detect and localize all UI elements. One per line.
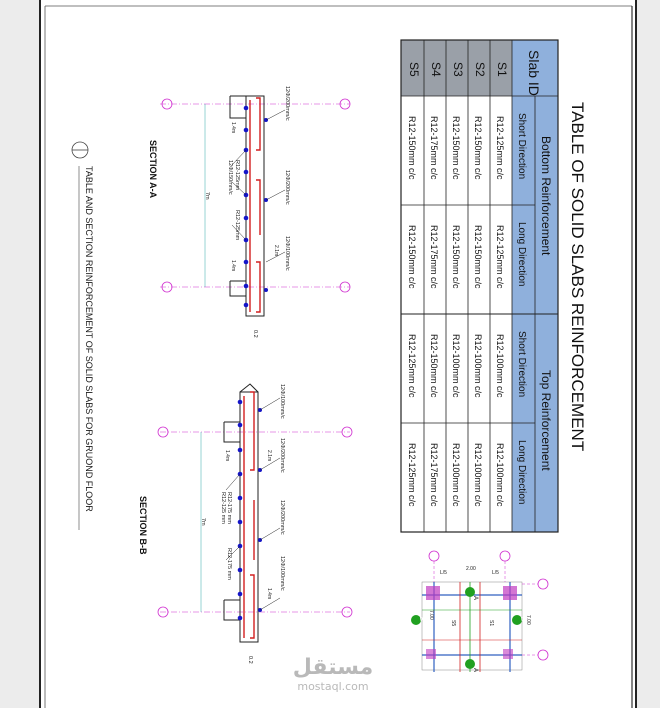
plan-mark: B (418, 617, 424, 622)
table-cell: R12-150mm c/c (407, 225, 417, 289)
table-cell: R12-125mm c/c (407, 334, 417, 398)
table-row-id: S1 (495, 62, 509, 77)
rebar-dot (244, 128, 249, 133)
rebar-dot (238, 400, 243, 405)
section-b-title: SECTION B-B (138, 496, 148, 555)
rebar-label: 1.4m (230, 260, 236, 272)
rebar-dot (238, 616, 243, 621)
table-cell: R12-100mm c/c (473, 334, 483, 398)
table-cell: R12-150mm c/c (407, 116, 417, 180)
rebar-label: 12Φ/200mm/c (279, 500, 285, 535)
rebar-dot (244, 260, 249, 265)
caption-text: TABLE AND SECTION REINFORCEMENT OF SOLID SLABS FOR GRUOND FLOOR (84, 166, 94, 512)
rebar-label: 12Φ/200mm/c (284, 86, 290, 121)
table-row-id: S2 (473, 62, 487, 77)
table-row-id: S3 (451, 62, 465, 77)
span-dimension: 7m (200, 518, 206, 526)
bottom-long-header: Long Direction (516, 222, 527, 287)
plan-mark: A (472, 668, 478, 673)
table-title: TABLE OF SOLID SLABS REINFORCEMENT (568, 102, 587, 452)
table-row-id: S5 (407, 62, 421, 77)
rebar-label: R12-125 mm (220, 492, 226, 524)
top-short-header: Short Direction (516, 331, 527, 398)
table-cell: R12-125mm c/c (495, 225, 505, 289)
rebar-label: R12-125mm (234, 210, 240, 241)
plan-dimension: 7.00 (428, 610, 434, 620)
plan-dimension: 2.00 (466, 566, 476, 572)
section-a-title: SECTION A-A (148, 140, 158, 199)
rebar-dot (238, 423, 243, 428)
plan-slab-label: S5 (450, 620, 456, 627)
span-dimension: 7m (204, 192, 210, 200)
table-cell: R12-100mm c/c (495, 443, 505, 507)
table-cell: R12-100mm c/c (451, 443, 461, 507)
watermark-arabic: مستقل (292, 655, 374, 680)
rebar-label: 1.4m (230, 122, 236, 134)
table-cell: R12-150mm c/c (473, 116, 483, 180)
rebar-label: 1.4m (224, 450, 230, 462)
rebar-label: 12Φ/200mm/c (284, 170, 290, 205)
rebar-dot (244, 216, 249, 221)
table-cell: R12-100mm c/c (473, 443, 483, 507)
top-reinforcement-header: Top Reinforcement (539, 370, 553, 471)
table-cell: R12-175mm c/c (429, 443, 439, 507)
table-row-id: S4 (429, 62, 443, 77)
rebar-dot (238, 592, 243, 597)
rebar-label: 12Φ/200mm/c (279, 438, 285, 473)
table-cell: R12-125mm c/c (495, 116, 505, 180)
table-cell: R12-175mm c/c (429, 116, 439, 180)
plan-slab-label: S1 (488, 620, 494, 627)
table-cell: R12-150mm c/c (429, 334, 439, 398)
plan-mark: B (519, 617, 525, 622)
rebar-dot (244, 106, 249, 111)
rebar-label: R12-175 mm (226, 548, 232, 580)
rebar-dot (238, 496, 243, 501)
plan-slab-label: L/5 (440, 570, 447, 576)
table-cell: R12-100mm c/c (451, 334, 461, 398)
plan-slab-label: L/5 (492, 570, 499, 576)
rebar-label: 12Φ/100mm/c (279, 556, 285, 591)
table-cell: R12-150mm c/c (451, 116, 461, 180)
rebar-label: 2.1m (273, 245, 279, 257)
rebar-dot (244, 284, 249, 289)
bottom-reinforcement-header: Bottom Reinforcement (539, 136, 553, 256)
plan-mark: A (472, 596, 478, 601)
thickness-dimension: 0.2 (252, 330, 258, 338)
plan-dimension: 7.00 (525, 615, 531, 625)
table-cell: R12-100mm c/c (495, 334, 505, 398)
top-long-header: Long Direction (516, 440, 527, 505)
rebar-dot (244, 303, 249, 308)
bottom-short-header: Short Direction (516, 113, 527, 180)
rebar-dot (238, 568, 243, 573)
table-cell: R12-175mm c/c (429, 225, 439, 289)
slab-id-header: Slab ID (526, 50, 542, 96)
table-cell: R12-125mm c/c (407, 443, 417, 507)
rebar-label: 1.4m (266, 588, 272, 600)
rebar-dot (238, 448, 243, 453)
rebar-dot (244, 170, 249, 175)
rebar-label: 12Φ/100mm/c (284, 236, 290, 271)
rebar-label: 12Φ/100mm/c (279, 384, 285, 419)
watermark-logo (288, 656, 378, 693)
watermark-latin: mostaql.com (297, 680, 369, 693)
rebar-label: R12-125mm (234, 160, 240, 191)
rebar-label: 12Φ/150mm/c (227, 160, 233, 195)
rebar-dot (264, 288, 268, 292)
table-cell: R12-150mm c/c (473, 225, 483, 289)
rebar-dot (238, 520, 243, 525)
rebar-label: 2.1m (266, 450, 272, 462)
rebar-label: R12-175 mm (226, 492, 232, 524)
thickness-dimension: 0.2 (247, 656, 253, 664)
table-cell: R12-150mm c/c (451, 225, 461, 289)
